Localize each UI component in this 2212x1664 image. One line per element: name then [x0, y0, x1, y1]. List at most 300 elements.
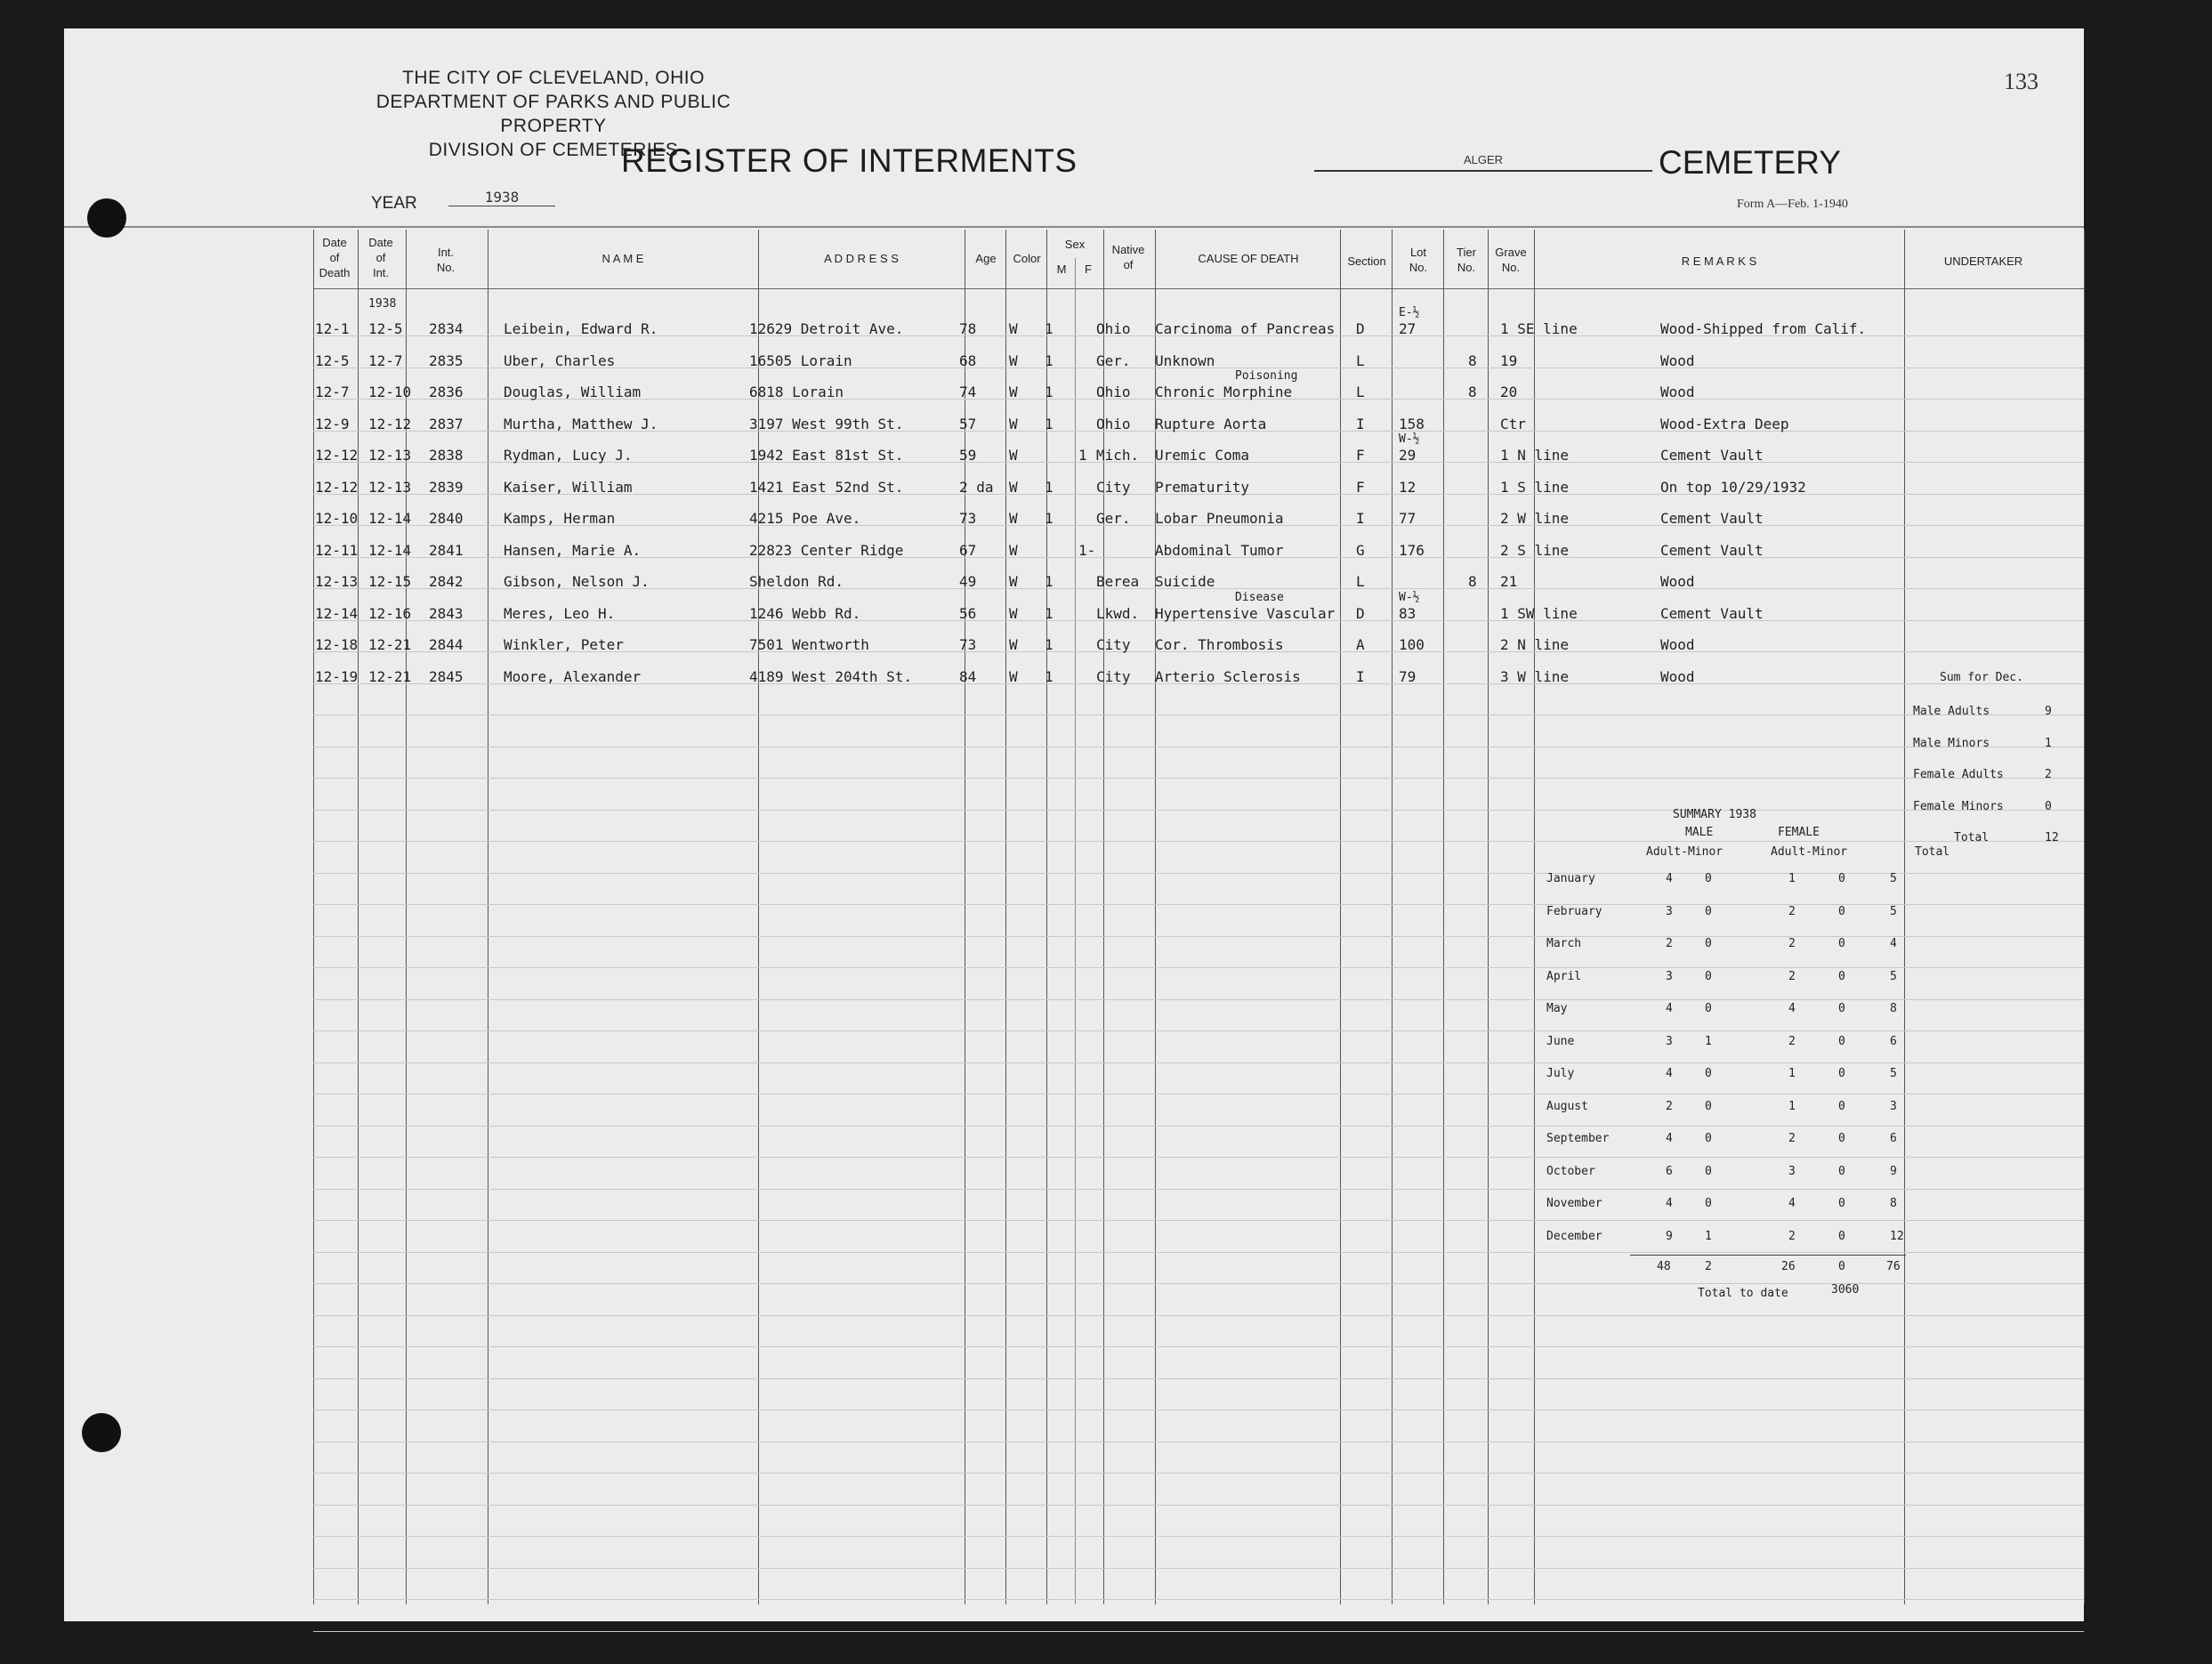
remarks: Cement Vault [1660, 541, 1764, 559]
year-note: 1938 [368, 297, 397, 311]
cause-of-death: Abdominal Tumor [1155, 541, 1284, 559]
row-rule [313, 1062, 2084, 1063]
section: A [1356, 636, 1365, 653]
form-note: Form A—Feb. 1-1940 [1737, 198, 1848, 211]
row-rule [313, 1220, 2084, 1221]
summary-male-adult: 4 [1666, 872, 1673, 885]
summary-sum-rule [1630, 1255, 1906, 1256]
summary-month: August [1546, 1099, 1588, 1113]
summary-total: 9 [1890, 1164, 1897, 1178]
address: 1942 East 81st St. [749, 447, 904, 464]
column-rule [1904, 230, 1905, 1604]
summary-male-minor: 0 [1705, 904, 1712, 918]
column-rule [1005, 230, 1006, 1604]
row-rule [313, 778, 2084, 779]
date-of-interment: 12-12 [368, 415, 412, 432]
cemetery-name: ALGER [1314, 153, 1652, 172]
age: 68 [959, 351, 977, 369]
summary-male-minor: 0 [1705, 1132, 1712, 1145]
row-rule [313, 999, 2084, 1000]
row-rule [313, 1283, 2084, 1284]
color: W [1009, 415, 1018, 432]
col-tier: Tier No. [1457, 246, 1476, 274]
summary-grand-total: 76 [1886, 1260, 1901, 1273]
cause-of-death: Unknown [1155, 351, 1215, 369]
row-rule [313, 1189, 2084, 1190]
interment-number: 2834 [429, 320, 464, 337]
summary-total: 6 [1890, 1132, 1897, 1145]
name: Uber, Charles [504, 351, 616, 369]
lot-fraction: W-½ [1399, 432, 1420, 446]
remarks: Wood [1660, 636, 1695, 653]
header-rule [64, 226, 2084, 228]
age: 74 [959, 384, 977, 400]
lot-number: 29 [1399, 447, 1417, 464]
summary-male-minor: 1 [1705, 1034, 1712, 1048]
binder-hole-bottom [82, 1413, 121, 1452]
month-sum-value: 2 [2045, 768, 2052, 781]
column-rule [2084, 230, 2085, 1604]
col-color: Color [1013, 252, 1041, 265]
row-rule [313, 1030, 2084, 1031]
date-of-interment: 12-14 [368, 510, 412, 527]
summary-male-adult: 4 [1666, 1197, 1673, 1210]
date-of-death: 12-1 [315, 320, 350, 337]
summary-to-date-value: 3060 [1831, 1283, 1860, 1296]
summary-female-adult: 2 [1788, 969, 1796, 983]
summary-male-minor: 0 [1705, 1002, 1712, 1015]
summary-female-minor: 0 [1838, 1229, 1845, 1243]
grave-number: 1 N line [1500, 447, 1570, 464]
month-sum-label: Male Minors [1913, 736, 1990, 750]
summary-total: 5 [1890, 1067, 1897, 1080]
row-rule [313, 936, 2084, 937]
tier-number: 8 [1468, 384, 1477, 400]
row-rule [313, 1505, 2084, 1506]
col-sex: Sex [1064, 238, 1086, 251]
summary-female-minor: 0 [1838, 1132, 1845, 1145]
summary-male-adult: 3 [1666, 1034, 1673, 1048]
summary-male-minor: 0 [1705, 1164, 1712, 1178]
native-of: Ohio [1096, 384, 1131, 400]
summary-female-adult: 1 [1788, 1099, 1796, 1113]
date-of-death: 12-14 [315, 604, 359, 622]
sex-male: 1 [1045, 478, 1054, 496]
sex-male: 1 [1045, 573, 1054, 590]
cause-of-death: Chronic Morphine [1155, 384, 1293, 400]
lot-number: 27 [1399, 320, 1417, 337]
address: 7501 Wentworth [749, 636, 869, 653]
address: 6818 Lorain [749, 384, 844, 400]
summary-month: May [1546, 1002, 1568, 1015]
summary-female-minor: 0 [1838, 937, 1845, 950]
summary-male-minor: 0 [1705, 969, 1712, 983]
native-of: City [1096, 636, 1131, 653]
summary-month: June [1546, 1034, 1575, 1048]
summary-male-subheading: Adult-Minor [1646, 845, 1724, 859]
remarks: Wood [1660, 384, 1695, 400]
address: 1246 Webb Rd. [749, 604, 861, 622]
col-age: Age [975, 252, 997, 265]
row-rule [313, 873, 2084, 874]
interment-number: 2841 [429, 541, 464, 559]
summary-female-minor: 0 [1838, 1034, 1845, 1048]
date-of-death: 12-13 [315, 573, 359, 590]
date-of-interment: 12-7 [368, 351, 403, 369]
col-section: Section [1347, 254, 1386, 268]
summary-male-minor: 0 [1705, 1067, 1712, 1080]
address: 22823 Center Ridge [749, 541, 904, 559]
date-of-death: 12-12 [315, 447, 359, 464]
date-of-interment: 12-13 [368, 447, 412, 464]
cause-of-death: Uremic Coma [1155, 447, 1249, 464]
color: W [1009, 604, 1018, 622]
summary-male-minor: 0 [1705, 1197, 1712, 1210]
color: W [1009, 667, 1018, 685]
summary-month: July [1546, 1067, 1575, 1080]
interment-number: 2839 [429, 478, 464, 496]
row-rule [313, 1094, 2084, 1095]
sex-male: 1 [1045, 351, 1054, 369]
tier-number: 8 [1468, 351, 1477, 369]
section: F [1356, 478, 1365, 496]
grave-number: 3 W line [1500, 667, 1570, 685]
summary-female-adult: 1 [1788, 872, 1796, 885]
month-sum-value: 1 [2045, 736, 2052, 750]
grave-number: 2 W line [1500, 510, 1570, 527]
name: Leibein, Edward R. [504, 320, 658, 337]
date-of-death: 12-11 [315, 541, 359, 559]
interment-number: 2845 [429, 667, 464, 685]
summary-male-adult: 6 [1666, 1164, 1673, 1178]
interment-number: 2842 [429, 573, 464, 590]
summary-female-adult: 2 [1788, 904, 1796, 918]
grave-number: 1 S line [1500, 478, 1570, 496]
lot-fraction: E-½ [1399, 306, 1420, 319]
summary-female-minor: 0 [1838, 904, 1845, 918]
column-rule [1392, 230, 1393, 1604]
lot-fraction: W-½ [1399, 590, 1420, 604]
column-rule [1340, 230, 1341, 1604]
age: 59 [959, 447, 977, 464]
age: 2 da [959, 478, 994, 496]
remarks: Cement Vault [1660, 510, 1764, 527]
summary-to-date-label: Total to date [1698, 1287, 1788, 1300]
col-remarks: R E M A R K S [1681, 254, 1757, 268]
interment-number: 2837 [429, 415, 464, 432]
sex-male: 1 [1045, 384, 1054, 400]
remarks: On top 10/29/1932 [1660, 478, 1806, 496]
date-of-death: 12-9 [315, 415, 350, 432]
month-sum-label: Total [1954, 831, 1990, 844]
column-rule [1534, 230, 1535, 1604]
color: W [1009, 320, 1018, 337]
summary-total: 8 [1890, 1002, 1897, 1015]
summary-female-minor: 0 [1838, 1099, 1845, 1113]
color: W [1009, 573, 1018, 590]
sex-male: 1 [1045, 667, 1054, 685]
register-page [64, 28, 2084, 1621]
name: Douglas, William [504, 384, 642, 400]
city-title: THE CITY OF CLEVELAND, OHIO [402, 68, 705, 88]
name: Moore, Alexander [504, 667, 642, 685]
summary-month: March [1546, 937, 1582, 950]
summary-female-adult: 4 [1788, 1002, 1796, 1015]
summary-female-adult: 2 [1788, 937, 1796, 950]
month-sum-value: 0 [2045, 799, 2052, 813]
grave-number: 2 N line [1500, 636, 1570, 653]
summary-total: 5 [1890, 969, 1897, 983]
native-of: Ger. [1096, 510, 1131, 527]
row-rule [313, 1536, 2084, 1537]
address: Sheldon Rd. [749, 573, 844, 590]
summary-month: November [1546, 1197, 1602, 1210]
remarks: Cement Vault [1660, 604, 1764, 622]
cause-of-death: Prematurity [1155, 478, 1249, 496]
row-rule [313, 1346, 2084, 1347]
age: 73 [959, 636, 977, 653]
color: W [1009, 384, 1018, 400]
register-title: REGISTER OF INTERMENTS [621, 142, 1078, 179]
interment-number: 2838 [429, 447, 464, 464]
lot-number: 83 [1399, 604, 1417, 622]
col-date-of-int: Date of Int. [368, 236, 393, 279]
sex-female: 1- [1078, 541, 1096, 559]
grave-number: 1 SW line [1500, 604, 1578, 622]
section: G [1356, 541, 1365, 559]
section: I [1356, 667, 1365, 685]
sex-male: 1 [1045, 636, 1054, 653]
date-of-death: 12-19 [315, 667, 359, 685]
summary-male-adult: 4 [1666, 1002, 1673, 1015]
row-rule [313, 1599, 2084, 1600]
lot-number: 12 [1399, 478, 1417, 496]
date-of-interment: 12-21 [368, 667, 412, 685]
summary-total: 12 [1890, 1229, 1904, 1243]
col-lot: Lot No. [1409, 246, 1428, 274]
summary-total: 5 [1890, 904, 1897, 918]
col-sex-m: M [1056, 263, 1067, 276]
age: 56 [959, 604, 977, 622]
section: F [1356, 447, 1365, 464]
grave-number: 2 S line [1500, 541, 1570, 559]
date-of-death: 12-7 [315, 384, 350, 400]
date-of-death: 12-12 [315, 478, 359, 496]
interment-number: 2840 [429, 510, 464, 527]
cause-of-death: Hypertensive Vascular [1155, 604, 1336, 622]
row-rule [313, 1126, 2084, 1127]
section: L [1356, 573, 1365, 590]
grave-number: 20 [1500, 384, 1518, 400]
summary-total-subheading: Total [1915, 845, 1950, 859]
address: 4189 West 204th St. [749, 667, 913, 685]
year-value: 1938 [448, 189, 555, 206]
age: 49 [959, 573, 977, 590]
date-of-interment: 12-13 [368, 478, 412, 496]
summary-male-adult: 4 [1666, 1132, 1673, 1145]
row-rule [313, 1631, 2084, 1632]
cause-of-death: Cor. Thrombosis [1155, 636, 1284, 653]
remarks: Cement Vault [1660, 447, 1764, 464]
date-of-interment: 12-16 [368, 604, 412, 622]
summary-male-adult: 4 [1666, 1067, 1673, 1080]
native-of: Ger. [1096, 351, 1131, 369]
cause-of-death-top: Poisoning [1235, 369, 1298, 383]
summary-female-minor: 0 [1838, 1067, 1845, 1080]
row-rule [313, 967, 2084, 968]
row-rule [313, 841, 2084, 842]
interment-number: 2835 [429, 351, 464, 369]
age: 84 [959, 667, 977, 685]
interment-number: 2843 [429, 604, 464, 622]
summary-total: 6 [1890, 1034, 1897, 1048]
binder-hole-top [87, 198, 126, 238]
age: 78 [959, 320, 977, 337]
summary-female-adult: 3 [1788, 1164, 1796, 1178]
summary-male-minor: 0 [1705, 1099, 1712, 1113]
address: 1421 East 52nd St. [749, 478, 904, 496]
tier-number: 8 [1468, 573, 1477, 590]
sex-male: 1 [1045, 415, 1054, 432]
date-of-interment: 12-5 [368, 320, 403, 337]
interment-number: 2836 [429, 384, 464, 400]
name: Hansen, Marie A. [504, 541, 642, 559]
age: 57 [959, 415, 977, 432]
grave-number: Ctr [1500, 415, 1526, 432]
name: Winkler, Peter [504, 636, 624, 653]
sex-male: 1 [1045, 510, 1054, 527]
section: D [1356, 604, 1365, 622]
column-rule [1046, 230, 1047, 1604]
color: W [1009, 478, 1018, 496]
color: W [1009, 447, 1018, 464]
summary-female-heading: FEMALE [1778, 826, 1820, 839]
col-grave: Grave No. [1495, 246, 1527, 274]
row-rule [313, 810, 2084, 811]
summary-female-adult: 4 [1788, 1197, 1796, 1210]
column-rule [1103, 230, 1104, 1604]
column-rule [1488, 230, 1489, 1604]
summary-total: 3 [1890, 1099, 1897, 1113]
row-rule [313, 1157, 2084, 1158]
grave-number: 19 [1500, 351, 1518, 369]
summary-month: April [1546, 969, 1582, 983]
sex-male: 1 [1045, 604, 1054, 622]
column-rule [1075, 258, 1076, 1604]
summary-male-adult: 3 [1666, 904, 1673, 918]
month-sum-label: Male Adults [1913, 705, 1990, 718]
address: 3197 West 99th St. [749, 415, 904, 432]
remarks: Wood-Shipped from Calif. [1660, 320, 1867, 337]
age: 73 [959, 510, 977, 527]
col-sex-f: F [1085, 263, 1092, 276]
native-of: City [1096, 478, 1131, 496]
name: Murtha, Matthew J. [504, 415, 658, 432]
row-rule [313, 1378, 2084, 1379]
lot-number: 158 [1399, 415, 1425, 432]
col-date-of-death: Date of Death [319, 236, 351, 279]
date-of-death: 12-5 [315, 351, 350, 369]
summary-male-adult: 2 [1666, 1099, 1673, 1113]
name: Rydman, Lucy J. [504, 447, 633, 464]
native-of: City [1096, 667, 1131, 685]
column-rule [313, 230, 314, 1604]
summary-female-adult: 2 [1788, 1229, 1796, 1243]
address: 4215 Poe Ave. [749, 510, 861, 527]
month-sum-value: 9 [2045, 705, 2052, 718]
summary-total: 4 [1890, 937, 1897, 950]
summary-male-adult: 2 [1666, 937, 1673, 950]
native-of: Ohio [1096, 415, 1131, 432]
division-title: DIVISION OF CEMETERIES [428, 140, 679, 160]
color: W [1009, 636, 1018, 653]
column-rule [1155, 230, 1156, 1604]
month-sum-title: Sum for Dec. [1940, 671, 2023, 684]
lot-number: 100 [1399, 636, 1425, 653]
date-of-interment: 12-21 [368, 636, 412, 653]
native-of: Mich. [1096, 447, 1140, 464]
summary-female-adult: 2 [1788, 1132, 1796, 1145]
summary-month: February [1546, 904, 1602, 918]
section: D [1356, 320, 1365, 337]
summary-month: October [1546, 1164, 1595, 1178]
address: 16505 Lorain [749, 351, 852, 369]
cemetery-label: CEMETERY [1659, 144, 1841, 181]
color: W [1009, 510, 1018, 527]
summary-total-male-adult: 48 [1657, 1260, 1671, 1273]
row-rule [313, 1568, 2084, 1569]
summary-total-male-minor: 2 [1705, 1260, 1712, 1273]
lot-number: 79 [1399, 667, 1417, 685]
lot-number: 176 [1399, 541, 1425, 559]
summary-female-minor: 0 [1838, 1002, 1845, 1015]
page-number: 133 [2004, 69, 2038, 94]
summary-male-heading: MALE [1685, 826, 1714, 839]
cause-of-death: Carcinoma of Pancreas [1155, 320, 1336, 337]
name: Kamps, Herman [504, 510, 616, 527]
summary-female-minor: 0 [1838, 872, 1845, 885]
column-rule [358, 230, 359, 1604]
remarks: Wood [1660, 351, 1695, 369]
column-rule [1443, 230, 1444, 1604]
native-of: Lkwd. [1096, 604, 1140, 622]
department-title: DEPARTMENT OF PARKS AND PUBLIC PROPERTY [375, 92, 731, 136]
col-undertaker: UNDERTAKER [1943, 254, 2023, 268]
summary-male-adult: 3 [1666, 969, 1673, 983]
address: 12629 Detroit Ave. [749, 320, 904, 337]
summary-male-adult: 9 [1666, 1229, 1673, 1243]
column-rule [406, 230, 407, 1604]
col-name: N A M E [601, 252, 644, 265]
sex-male: 1 [1045, 320, 1054, 337]
summary-month: January [1546, 872, 1595, 885]
summary-male-minor: 0 [1705, 937, 1712, 950]
color: W [1009, 351, 1018, 369]
name: Meres, Leo H. [504, 604, 616, 622]
summary-total: 5 [1890, 872, 1897, 885]
date-of-interment: 12-10 [368, 384, 412, 400]
col-int-no: Int. No. [436, 246, 456, 274]
grave-number: 1 SE line [1500, 320, 1578, 337]
summary-month: September [1546, 1132, 1610, 1145]
date-of-death: 12-10 [315, 510, 359, 527]
col-address: A D D R E S S [824, 252, 899, 265]
grave-number: 21 [1500, 573, 1518, 590]
summary-female-subheading: Adult-Minor [1771, 845, 1848, 859]
month-sum-label: Female Minors [1913, 799, 2004, 813]
date-of-interment: 12-15 [368, 573, 412, 590]
col-cause: CAUSE OF DEATH [1198, 252, 1299, 265]
